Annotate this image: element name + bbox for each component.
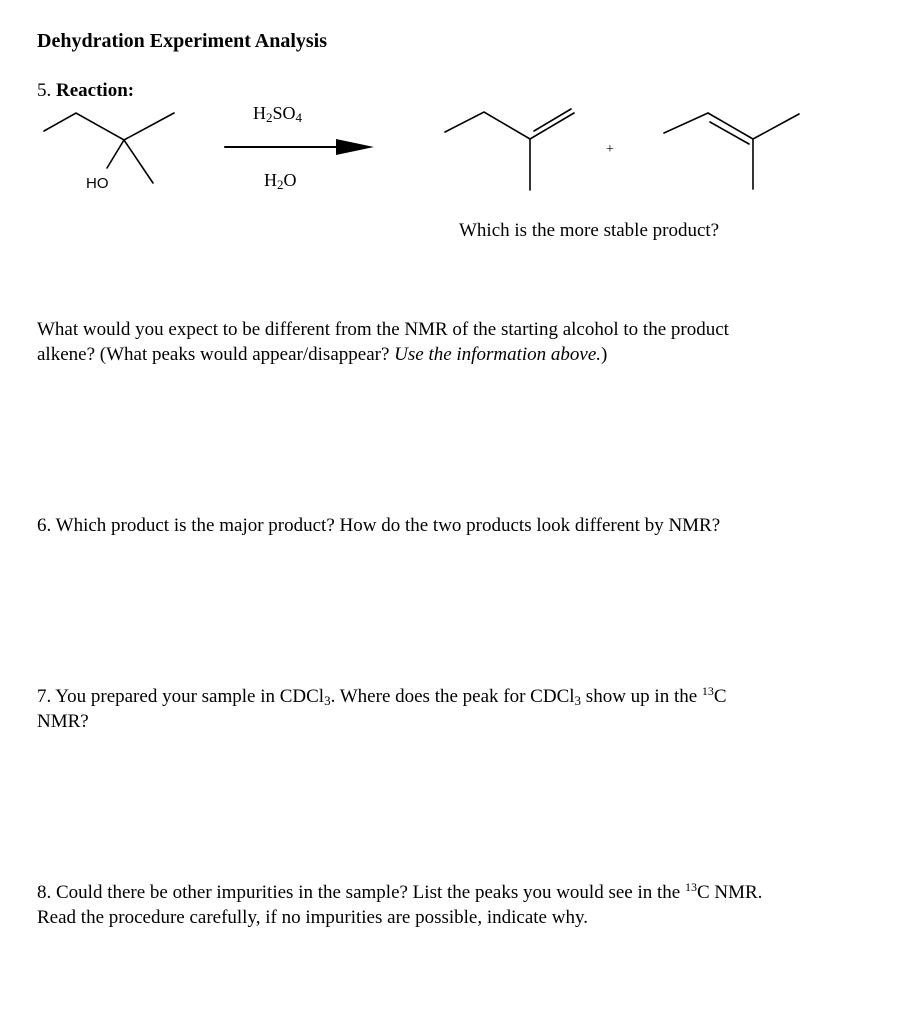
nmr-difference-question: What would you expect to be different from the NMR of the starting alcohol to the product alkene? (What peaks would appear/disappear? Use the information above.)	[37, 319, 729, 365]
alcohol-skeleton	[44, 113, 174, 140]
nmr-question-line-2: alkene? (What peaks would appear/disappear?	[37, 344, 395, 365]
question-8-line-2: Read the procedure carefully, if no impurities are possible, indicate why.	[37, 907, 588, 928]
question-8: 8. Could there be other impurities in the sample? List the peaks you would see in the $^{13}$C NMR. Read the procedure carefully, if no impurities are possible, indicate why.	[37, 880, 763, 928]
product-2-double-bond-a	[708, 113, 753, 139]
alcohol-oh-bond	[107, 140, 124, 168]
product-1-skeleton	[445, 112, 530, 139]
alcohol-methyl-bond	[124, 140, 153, 183]
stability-question: Which is the more stable product?	[459, 220, 720, 241]
reaction-scheme	[0, 0, 916, 300]
product-2-skeleton-left	[664, 113, 708, 133]
product-2-right-bond	[753, 114, 799, 139]
reagent-acid: $H_2SO_4$	[253, 103, 303, 125]
reaction-arrow-head	[336, 139, 374, 155]
question-7-line-2: NMR?	[37, 711, 89, 732]
product-1-double-bond-a	[530, 113, 574, 139]
question-5-number: 5.	[37, 80, 52, 101]
product-1-double-bond-b	[534, 109, 571, 131]
question-6: 6. Which product is the major product? How do the two products look different by NMR?	[37, 515, 721, 536]
page-title: Dehydration Experiment Analysis	[37, 30, 328, 52]
question-5-label: Reaction:	[56, 80, 135, 101]
reagent-water: $H_2O$	[264, 170, 297, 192]
plus-sign: +	[606, 142, 614, 157]
question-7: 7. You prepared your sample in CDCl$_3$. Where does the peak for CDCl$_3$ show up in the $^{13}$C NMR?	[37, 684, 727, 732]
hydroxyl-label: HO	[86, 175, 109, 192]
nmr-question-italic: Use the information above.	[394, 344, 601, 365]
nmr-question-line-1: What would you expect to be different from the NMR of the starting alcohol to the product	[37, 319, 729, 340]
